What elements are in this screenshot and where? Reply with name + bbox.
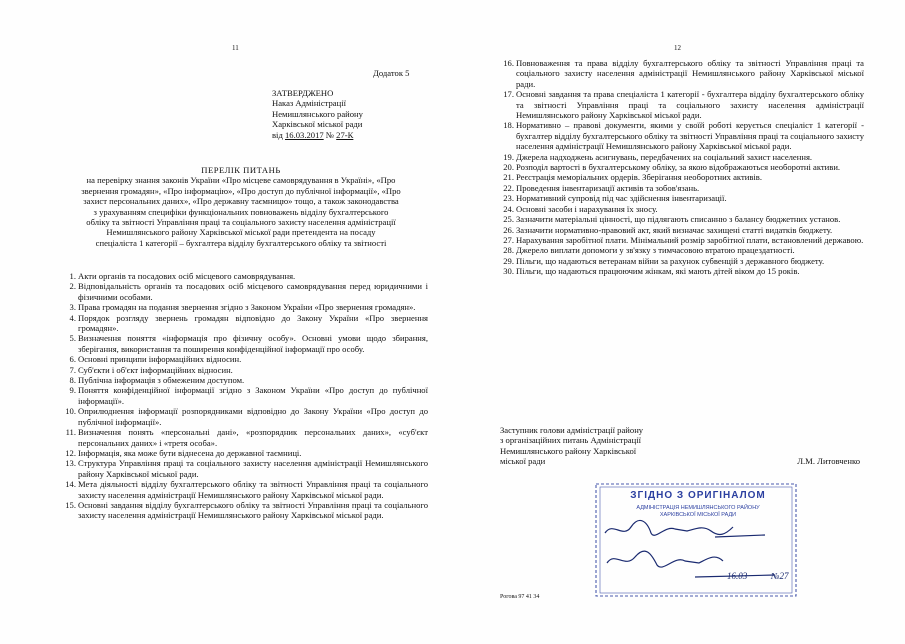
signature-block [500,425,860,467]
stamp-handwritten-date: 16.03 [727,571,748,581]
title-line: на перевірку знання законів України «Про місцеве самоврядування в Україні», «Про [86,175,396,186]
appendix-label: Додаток 5 [373,68,410,78]
title-line: обліку та звітності Управління праці та соціального захисту населення адміністрації [86,217,396,228]
title-line: спеціаліста 1 категорії – бухгалтера відділу бухгалтерського обліку та звітності [95,237,387,248]
signature-line: з організаційних питань Адміністрації [500,435,641,446]
list-item: 21. Реєстрація меморіальних ордерів. Зберігання необоротних активів. [503,172,763,183]
list-item: 23. Нормативний супровід під час здійснення інвентаризації. [503,193,727,204]
page-number: 12 [674,44,681,52]
title-line: з урахуванням специфіки функціональних повноважень відділу бухгалтерського [93,206,389,217]
page-number: 11 [232,44,239,52]
title-line: звернення громадян», «Про інформацію», «Про доступ до публічної інформації», «Про [81,185,401,196]
list-item: 24. Основні засоби і нарахування їх зносу. [503,203,658,214]
approval-date-line [272,130,442,140]
list-item: 5. Визначення поняття «інформація про фізичну особу». Основні умови щодо збирання, зберігання, використання та поширення конфіденційної інформації про особу. [69,333,428,354]
list-item: 9. Поняття конфіденційної інформації згідно з Законом України «Про доступ до публічної інформації». [69,385,428,406]
list-item: 10. Оприлюднення інформації розпорядниками відповідно до Закону України «Про доступ до публічної інформації». [65,406,428,427]
stamp-title: ЗГІДНО З ОРИГІНАЛОМ [630,490,766,501]
certification-stamp [595,481,800,599]
question-list-16-30 [500,58,864,277]
list-item: 4. Порядок розгляду звернень громадян відповідно до Закону України «Про звернення громадян». [69,312,428,334]
left-page [0,0,452,644]
list-item: 20. Розподіл вартості в бухгалтерському обліку, за якою відображаються необоротні активи. [503,162,841,173]
approval-heading: ЗАТВЕРДЖЕНО [272,88,334,98]
list-item: 2. Відповідальність органів та посадових осіб місцевого самоврядування перед юридичними і фізичними особами. [69,281,428,302]
stamp-line: ХАРКІВСЬКОЇ МІСЬКОЇ РАДИ [659,512,737,518]
approval-block [272,88,442,140]
date-prefix: від [272,129,283,140]
approval-line: Харківської міської ради [272,119,363,130]
list-item: 14. Мета діяльності відділу бухгалтерського обліку та звітності Управління праці та соціального захисту населення адміністрації Немишлянського району Харківської міської ради. [65,479,428,500]
stamp-line: АДМІНІСТРАЦІЯ НЕМИШЛЯНСЬКОГО РАЙОНУ [636,505,760,511]
approval-number: 27-К [336,129,354,140]
handwritten-signature [605,520,775,577]
list-item: 7. Суб'єкти і об'єкт інформаційних відносин. [69,364,233,375]
list-item: 29. Пільги, що надаються ветеранам війни за рахунок субвенцій з державного бюджету. [503,255,825,266]
approval-line: Наказ Адміністрації [272,98,346,109]
list-item: 11. Визначення понять «персональні дані», «розпорядник персональних даних», «суб'єкт персональних даних» і «третя особа». [65,427,428,448]
signature-line: Заступник голови адміністрації району [500,425,644,435]
list-item: 13. Структура Управління праці та соціального захисту населення адміністрації Немишлянського району Харківської міської ради. [65,458,428,479]
list-item: 18. Нормативно – правові документи, якими у своїй роботі керується спеціаліст 1 категорії - бухгалтер відділу бухгалтерського обліку та звітності Управління праці та соціального захисту населення адміністрації Немишлянського району Харківської міської ради. [503,120,864,152]
list-item: 15. Основні завдання відділу бухгалтерського обліку та звітності Управління праці та соціального захисту населення адміністрації Немишлянського району Харківської міської ради. [65,499,428,521]
title-line: захист персональних даних», «Про державну таємницю» тощо, а також законодавства [83,196,399,207]
list-item: 22. Проведення інвентаризації активів та зобов'язань. [503,182,700,193]
number-prefix: № [325,129,335,140]
list-item: 30. Пільги, що надаються працюючим жінкам, які мають дітей віком до 15 років. [503,266,800,277]
list-item: 6. Основні принципи інформаційних відносин. [69,354,242,365]
document-title [56,165,426,248]
list-item: 1. Акти органів та посадових осіб місцевого самоврядування. [69,271,296,281]
list-item: 8. Публічна інформація з обмеженим доступом. [69,375,245,386]
signature-line: Немишлянського району Харківської [500,445,637,456]
list-item: 25. Зазначити матеріальні цінності, що підлягають списанню з балансу бюджетних установ. [503,214,841,225]
approval-date: 16.03.2017 [284,129,324,140]
list-item: 17. Основні завдання та права спеціаліста 1 категорії - бухгалтера відділу бухгалтерського обліку та звітності Управління праці та соціального захисту населення адміністрації Немишлянського району Харківської міської ради. [503,89,864,121]
list-item: 16. Повноваження та права відділу бухгалтерського обліку та звітності Управління праці та соціального захисту населення адміністрації Немишлянського району Харківської міської ради. [503,58,864,89]
list-item: 28. Джерело виплати допомоги у зв'язку з тимчасовою втратою працездатності. [503,245,795,256]
signatory-name: Л.М. Литовченко [797,456,860,467]
title-heading: ПЕРЕЛІК ПИТАНЬ [201,165,281,175]
stamp-handwritten-number: №27 [771,571,789,581]
approval-line: Немишлянського району [272,108,363,119]
signature-line: міської ради [500,456,546,467]
title-line: Немишлянського району Харківської міської ради претендента на посаду [106,227,376,238]
list-item: 27. Нарахування заробітної плати. Мінімальний розмір заробітної плати, встановлений державою. [503,234,864,245]
list-item: 26. Зазначити нормативно-правовий акт, який визначає захищені статті видатків бюджету. [503,224,833,235]
question-list-1-15 [60,271,428,521]
list-item: 19. Джерела надходжень асигнувань, передбачених на соціальний захист населення. [503,151,813,162]
footer-note: Рогова 97 41 34 [500,594,540,600]
list-item: 12. Інформація, яка може бути віднесена до державної таємниці. [65,447,302,458]
list-item: 3. Права громадян на подання звернення згідно з Законом України «Про звернення громадян». [69,302,416,313]
